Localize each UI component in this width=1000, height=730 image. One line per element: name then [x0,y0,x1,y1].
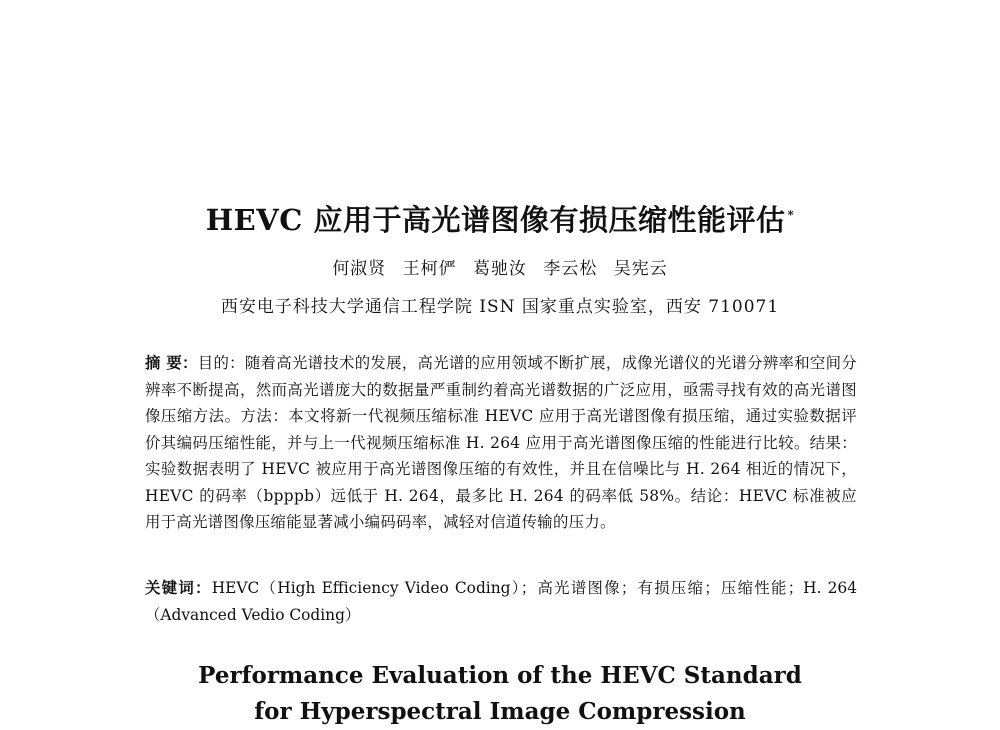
paper-title-text: HEVC 应用于高光谱图像有损压缩性能评估 [205,203,786,237]
title-footnote-mark: * [787,208,795,223]
abstract-text: 目的：随着高光谱技术的发展，高光谱的应用领域不断扩展，成像光谱仪的光谱分辨率和空间分辨率不断提高，然而高光谱庞大的数据量严重制约着高光谱数据的广泛应用，亟需寻找有效的高光谱图像压缩方法。方法：本文将新一代视频压缩标准 HEVC 应用于高光谱图像有损压缩，通过实验数据评价其编码压缩性能，并与上一代视频压缩标准 H. 264 应用于高光谱图像压缩的性能进行比较。结果：实验数据表明了 HEVC 被应用于高光谱图像压缩的有效性，并且在信噪比与 H. 264 相近的情况下，HEVC 的码率（bpppb）远低于 H. 264，最多比 H. 264 的码率低 58%。结论：HEVC 标准被应用于高光谱图像压缩能显著减小编码码率，减轻对信道传输的压力。 [145,354,857,531]
abstract-label: 摘 要： [145,354,198,372]
keywords-label: 关键词： [145,579,212,597]
english-title [0,658,1000,730]
keywords [145,575,857,628]
english-title-line2: for Hyperspectral Image Compression [254,698,746,725]
affiliation: 西安电子科技大学通信工程学院 ISN 国家重点实验室，西安 710071 [220,297,780,317]
english-title-line1: Performance Evaluation of the HEVC Standard [198,662,802,689]
keywords-text: HEVC（High Efficiency Video Coding）；高光谱图像；有损压缩；压缩性能；H. 264（Advanced Vedio Coding） [145,579,857,624]
abstract [145,350,857,536]
paper-title [0,198,1000,239]
author-list: 何淑贤 王柯俨 葛驰汝 李云松 吴宪云 [332,259,668,279]
